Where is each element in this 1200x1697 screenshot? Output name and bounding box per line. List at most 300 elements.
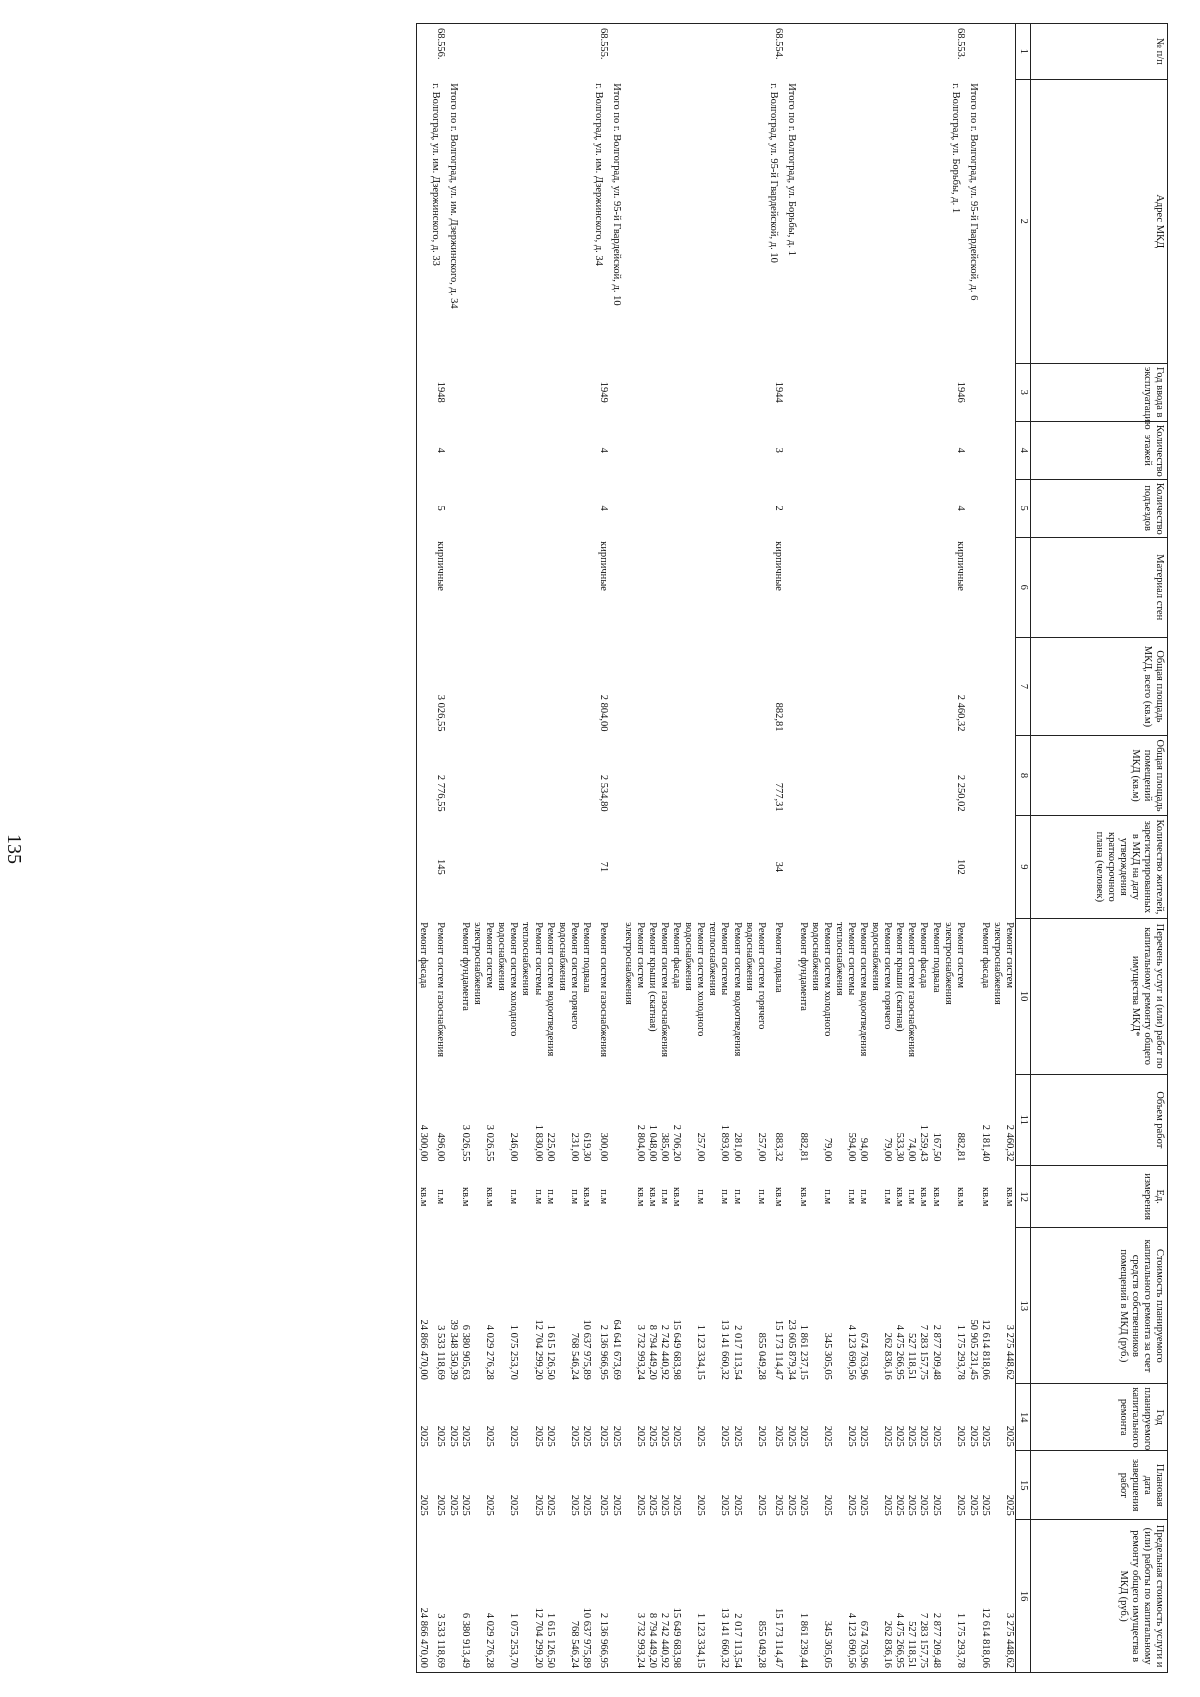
planned-cost: 12 614 818,06 (979, 1319, 991, 1380)
work-volume: 257,00 (755, 1132, 767, 1162)
wall-material (991, 537, 1016, 637)
row-number (797, 24, 809, 80)
work-volume: 225,00 (544, 1132, 556, 1162)
repair-year: 2025 (416, 1384, 429, 1451)
address (471, 79, 495, 363)
planned-cost: 3 275 448,62 (1003, 1324, 1015, 1380)
wall-material: кирпичные (954, 541, 966, 591)
residents-count (459, 816, 471, 919)
premises-area (447, 735, 459, 815)
floor-count (979, 421, 991, 479)
unit: кв.м (894, 1187, 906, 1207)
entrance-count: 4 (597, 505, 609, 511)
work-type: Ремонт системы теплоснабжения (707, 922, 731, 996)
column-number: 10 (1015, 918, 1030, 1074)
cost-limit: 1 615 126,50 (544, 1520, 556, 1673)
residents-count (471, 816, 495, 919)
completion-year: 2025 (772, 1494, 784, 1516)
wall-material (857, 537, 869, 637)
work-type: Ремонт систем водоотведения (544, 922, 556, 1057)
work-volume: 883,32 (772, 1132, 784, 1162)
column-header: Перечень услуг и (или) работ по капитальному ремонту общего имущества МКД* (1031, 918, 1168, 1074)
total-area (544, 637, 556, 735)
total-area (743, 637, 767, 735)
row-number (556, 24, 580, 80)
entrance-count (610, 479, 622, 537)
cost-limit: 2 742 440,92 (658, 1520, 670, 1673)
row-number (785, 24, 797, 80)
total-area (797, 637, 809, 735)
residents-count: 71 (597, 861, 609, 873)
wall-material: кирпичные (772, 541, 784, 591)
floor-count (731, 421, 743, 479)
planned-cost: 12 704 299,20 (532, 1319, 544, 1380)
premises-area (917, 735, 929, 815)
work-row (731, 24, 743, 1673)
work-volume: 246,00 (508, 1132, 520, 1162)
entrance-count (991, 479, 1016, 537)
completion-year: 2025 (484, 1494, 496, 1516)
column-number: 8 (1015, 735, 1030, 815)
floor-count (991, 421, 1016, 479)
wall-material (471, 537, 495, 637)
row-number (459, 24, 471, 80)
cost-limit: 24 866 470,00 (416, 1520, 429, 1673)
residents-count (610, 816, 622, 919)
work-type: Ремонт систем холодного водоснабжения (809, 922, 833, 1037)
completion-year: 2025 (532, 1494, 544, 1516)
entrance-count (905, 479, 917, 537)
completion-year: 2025 (659, 1494, 671, 1516)
row-number (416, 24, 429, 80)
residents-count (785, 816, 797, 919)
row-number (991, 24, 1016, 80)
work-type: Ремонт систем электроснабжения (472, 922, 496, 1005)
unit: кв.м (671, 1187, 683, 1207)
address (809, 79, 833, 363)
work-row (869, 24, 893, 1673)
repair-year: 2025 (918, 1425, 930, 1447)
column-header: Количество жителей, зарегистрированных в МКД на дату утверждения краткосрочного плана (человек) (1031, 816, 1168, 919)
address (622, 79, 646, 363)
column-number: 6 (1015, 537, 1030, 637)
completion-year: 2025 (846, 1494, 858, 1516)
premises-area (809, 735, 833, 815)
work-type: Ремонт системы теплоснабжения (834, 922, 858, 996)
work-volume: 257,00 (695, 1132, 707, 1162)
address: г. Волгоград, ул. 95-й Гвардейской, д. 10 (767, 83, 779, 263)
completion-year: 2025 (647, 1494, 659, 1516)
unit: кв.м (580, 1187, 592, 1207)
address: Итого по г. Волгоград, ул. им. Дзержинского, д. 34 (448, 83, 460, 309)
cost-limit (785, 1520, 797, 1673)
total-area (447, 637, 459, 735)
floor-count (495, 421, 519, 479)
work-type: Ремонт систем газоснабжения (597, 922, 609, 1058)
total-area (471, 637, 495, 735)
year-built (670, 363, 682, 421)
row-number (495, 24, 519, 80)
cost-limit: 3 533 118,69 (429, 1520, 447, 1673)
total-area (519, 637, 543, 735)
cost-limit: 1 861 239,44 (797, 1520, 809, 1673)
premises-area (544, 735, 556, 815)
wall-material (610, 537, 622, 637)
work-volume: 2 706,20 (671, 1124, 683, 1162)
premises-area (833, 735, 857, 815)
completion-year: 2025 (755, 1494, 767, 1516)
work-row (743, 24, 767, 1673)
address (646, 79, 658, 363)
planned-cost: 262 836,16 (882, 1332, 894, 1380)
repair-year: 2025 (671, 1425, 683, 1447)
unit: кв.м (484, 1187, 496, 1207)
unit: п.м (755, 1189, 767, 1205)
premises-area (658, 735, 670, 815)
work-row (670, 24, 682, 1673)
planned-cost: 1 123 334,15 (695, 1324, 707, 1380)
work-volume (610, 1074, 622, 1165)
row-number: 68.555. (592, 24, 610, 80)
work-row (544, 24, 556, 1673)
planned-cost: 2 017 113,54 (731, 1325, 743, 1380)
year-built (809, 363, 833, 421)
row-number: 68.554. (767, 24, 785, 80)
wall-material (682, 537, 706, 637)
planned-cost: 24 866 470,00 (416, 1228, 429, 1384)
residents-count: 34 (772, 861, 784, 873)
completion-year: 2025 (858, 1494, 870, 1516)
work-row (416, 24, 429, 1673)
floor-count (519, 421, 543, 479)
floor-count (416, 421, 429, 479)
wall-material (459, 537, 471, 637)
floor-count (809, 421, 833, 479)
row-number: 68.553. (942, 24, 967, 80)
unit: кв.м (918, 1187, 930, 1207)
planned-cost: 10 637 975,89 (580, 1319, 592, 1380)
completion-year: 2025 (610, 1494, 622, 1516)
unit: п.м (568, 1189, 580, 1205)
column-header: Общая площадь помещений МКД (кв.м) (1031, 735, 1168, 815)
house-row (592, 24, 610, 1673)
column-number: 9 (1015, 816, 1030, 919)
repair-year: 2025 (635, 1425, 647, 1447)
entrance-count (797, 479, 809, 537)
completion-year: 2025 (785, 1494, 797, 1516)
work-type: Ремонт систем электроснабжения (942, 922, 966, 1005)
repair-year: 2025 (580, 1425, 592, 1447)
repair-year: 2025 (846, 1425, 858, 1447)
repair-year: 2025 (967, 1425, 979, 1447)
work-row (471, 24, 495, 1673)
residents-count (731, 816, 743, 919)
unit: кв.м (647, 1187, 659, 1207)
residents-count (930, 816, 942, 919)
premises-area (682, 735, 706, 815)
premises-area: 2 250,02 (954, 774, 966, 812)
entrance-count (495, 479, 519, 537)
planned-cost: 2 877 209,48 (930, 1324, 942, 1380)
row-number: 68.556. (429, 24, 447, 80)
total-area (670, 637, 682, 735)
address (682, 79, 706, 363)
address (556, 79, 580, 363)
total-area (857, 637, 869, 735)
column-header: Плановая дата завершения работ (1031, 1451, 1168, 1520)
address (797, 79, 809, 363)
planned-cost: 1 175 293,78 (954, 1324, 966, 1380)
capital-repair-plan-table (416, 23, 1168, 1673)
total-area (646, 637, 658, 735)
planned-cost: 8 794 449,20 (647, 1324, 659, 1380)
floor-count (869, 421, 893, 479)
total-area (495, 637, 519, 735)
column-header: Количество подъездов (1031, 479, 1168, 537)
work-row (658, 24, 670, 1673)
entrance-count (857, 479, 869, 537)
unit: кв.м (460, 1187, 472, 1207)
premises-area (622, 735, 646, 815)
column-header: № п/п (1031, 24, 1168, 80)
entrance-count (785, 479, 797, 537)
work-volume: 300,00 (597, 1132, 609, 1162)
year-built (967, 363, 979, 421)
premises-area (869, 735, 893, 815)
entrance-count: 4 (954, 505, 966, 511)
cost-limit: 674 763,96 (857, 1520, 869, 1673)
year-built (459, 363, 471, 421)
floor-count (622, 421, 646, 479)
address (658, 79, 670, 363)
work-row (580, 24, 592, 1673)
column-header: Год ввода в эксплуатацию (1031, 363, 1168, 421)
unit: кв.м (1003, 1187, 1015, 1207)
premises-area (706, 735, 730, 815)
residents-count (857, 816, 869, 919)
year-built (544, 363, 556, 421)
residents-count (580, 816, 592, 919)
premises-area (580, 735, 592, 815)
total-area (917, 637, 929, 735)
address (869, 79, 893, 363)
work-type (447, 918, 459, 1074)
row-number (646, 24, 658, 80)
row-number (447, 24, 459, 80)
address (979, 79, 991, 363)
row-number (706, 24, 730, 80)
unit: кв.м (635, 1187, 647, 1207)
work-volume: 1 830,00 (532, 1124, 544, 1162)
premises-area (519, 735, 543, 815)
residents-count: 102 (954, 859, 966, 875)
work-type: Ремонт систем водоотведения (731, 922, 743, 1057)
floor-count (459, 421, 471, 479)
house-row (429, 24, 447, 1673)
unit (610, 1166, 622, 1228)
work-row (556, 24, 580, 1673)
work-volume (447, 1074, 459, 1165)
work-type: Ремонт систем газоснабжения (906, 922, 918, 1058)
completion-year: 2025 (894, 1494, 906, 1516)
work-volume: 2 460,32 (1003, 1124, 1015, 1162)
year-built (495, 363, 519, 421)
total-area (682, 637, 706, 735)
cost-limit (610, 1520, 622, 1673)
entrance-count (706, 479, 730, 537)
floor-count (785, 421, 797, 479)
unit: кв.м (979, 1187, 991, 1207)
year-built (682, 363, 706, 421)
work-type: Ремонт систем электроснабжения (623, 922, 647, 1005)
floor-count (670, 421, 682, 479)
wall-material (809, 537, 833, 637)
completion-year: 2025 (719, 1494, 731, 1516)
repair-year: 2025 (858, 1425, 870, 1447)
row-number (833, 24, 857, 80)
repair-year: 2025 (822, 1425, 833, 1447)
planned-cost: 64 641 673,69 (610, 1319, 622, 1380)
unit: кв.м (797, 1187, 809, 1207)
total-area (991, 637, 1016, 735)
premises-area (743, 735, 767, 815)
work-type (785, 918, 797, 1074)
completion-year: 2025 (544, 1494, 556, 1516)
work-type: Ремонт систем горячего водоснабжения (556, 922, 580, 1030)
work-type: Ремонт систем горячего водоснабжения (870, 922, 894, 1030)
floor-count: 4 (435, 447, 447, 453)
completion-year: 2025 (568, 1494, 580, 1516)
residents-count (670, 816, 682, 919)
house-row (942, 24, 967, 1673)
repair-year: 2025 (597, 1425, 609, 1447)
unit (447, 1166, 459, 1228)
row-number (471, 24, 495, 80)
entrance-count (519, 479, 543, 537)
total-area (658, 637, 670, 735)
floor-count: 4 (954, 447, 966, 453)
year-built (930, 363, 942, 421)
row-number (622, 24, 646, 80)
column-number: 11 (1015, 1074, 1030, 1165)
row-number (743, 24, 767, 80)
work-type: Ремонт систем горячего водоснабжения (743, 922, 767, 1030)
completion-year: 2025 (671, 1494, 683, 1516)
planned-cost: 4 475 266,95 (894, 1324, 906, 1380)
premises-area (905, 735, 917, 815)
row-number (967, 24, 979, 80)
completion-year: 2025 (979, 1494, 991, 1516)
total-area (809, 637, 833, 735)
work-type (967, 918, 979, 1074)
completion-year: 2025 (460, 1494, 472, 1516)
work-row (797, 24, 809, 1673)
unit: п.м (435, 1189, 447, 1205)
planned-cost: 23 605 879,34 (785, 1319, 797, 1380)
entrance-count (893, 479, 905, 537)
residents-count (646, 816, 658, 919)
work-volume: 882,81 (797, 1132, 809, 1162)
cost-limit: 8 794 449,20 (646, 1520, 658, 1673)
year-built (556, 363, 580, 421)
column-header: Ед. измерения (1031, 1166, 1168, 1228)
premises-area (459, 735, 471, 815)
cost-limit: 4 029 276,28 (471, 1520, 495, 1673)
work-type: Ремонт фасада (979, 922, 991, 989)
residents-count (797, 816, 809, 919)
premises-area (857, 735, 869, 815)
work-type: Ремонт подвала (772, 922, 784, 993)
work-row (857, 24, 869, 1673)
floor-count (447, 421, 459, 479)
completion-year: 2025 (954, 1494, 966, 1516)
work-type: Ремонт систем водоотведения (858, 922, 870, 1057)
wall-material (930, 537, 942, 637)
residents-count (682, 816, 706, 919)
year-built (743, 363, 767, 421)
work-row (833, 24, 857, 1673)
work-volume: 94,00 (858, 1137, 870, 1162)
completion-year: 2025 (882, 1494, 894, 1516)
completion-year: 2025 (448, 1494, 460, 1516)
repair-year: 2025 (894, 1425, 906, 1447)
entrance-count (967, 479, 979, 537)
work-row (809, 24, 833, 1673)
completion-year: 2025 (906, 1494, 918, 1516)
entrance-count (416, 479, 429, 537)
residents-count (495, 816, 519, 919)
work-type: Ремонт фасада (918, 922, 930, 989)
planned-cost: 3 732 993,24 (635, 1324, 647, 1380)
work-row (917, 24, 929, 1673)
address: Итого по г. Волгоград, ул. 95-й Гвардейской, д. 6 (967, 83, 979, 301)
year-built (905, 363, 917, 421)
row-number (682, 24, 706, 80)
unit: п.м (659, 1189, 671, 1205)
cost-limit: 262 836,16 (869, 1520, 893, 1673)
column-header: Объем работ (1031, 1074, 1168, 1165)
total-area (622, 637, 646, 735)
unit: п.м (597, 1189, 609, 1205)
unit: кв.м (416, 1166, 429, 1228)
cost-limit: 12 704 299,20 (519, 1520, 543, 1673)
work-type: Ремонт крыши (скатная) (647, 922, 659, 1032)
row-number (519, 24, 543, 80)
premises-area (731, 735, 743, 815)
cost-limit: 527 118,51 (905, 1520, 917, 1673)
column-number: 14 (1015, 1384, 1030, 1451)
column-header: Материал стен (1031, 537, 1168, 637)
cost-limit: 6 380 913,49 (459, 1520, 471, 1673)
repair-year: 2025 (460, 1425, 472, 1447)
year-built (785, 363, 797, 421)
completion-year: 2025 (918, 1494, 930, 1516)
premises-area (893, 735, 905, 815)
cost-limit: 10 637 975,89 (580, 1520, 592, 1673)
work-volume (785, 1074, 797, 1165)
work-volume: 3 026,55 (484, 1124, 496, 1162)
premises-area (495, 735, 519, 815)
page-number: 135 (3, 834, 25, 864)
total-area (979, 637, 991, 735)
year-built: 1944 (772, 381, 784, 403)
premises-area (471, 735, 495, 815)
wall-material (622, 537, 646, 637)
work-volume: 4 300,00 (416, 1074, 429, 1165)
work-volume: 594,00 (846, 1132, 858, 1162)
cost-limit (447, 1520, 459, 1673)
floor-count (556, 421, 580, 479)
